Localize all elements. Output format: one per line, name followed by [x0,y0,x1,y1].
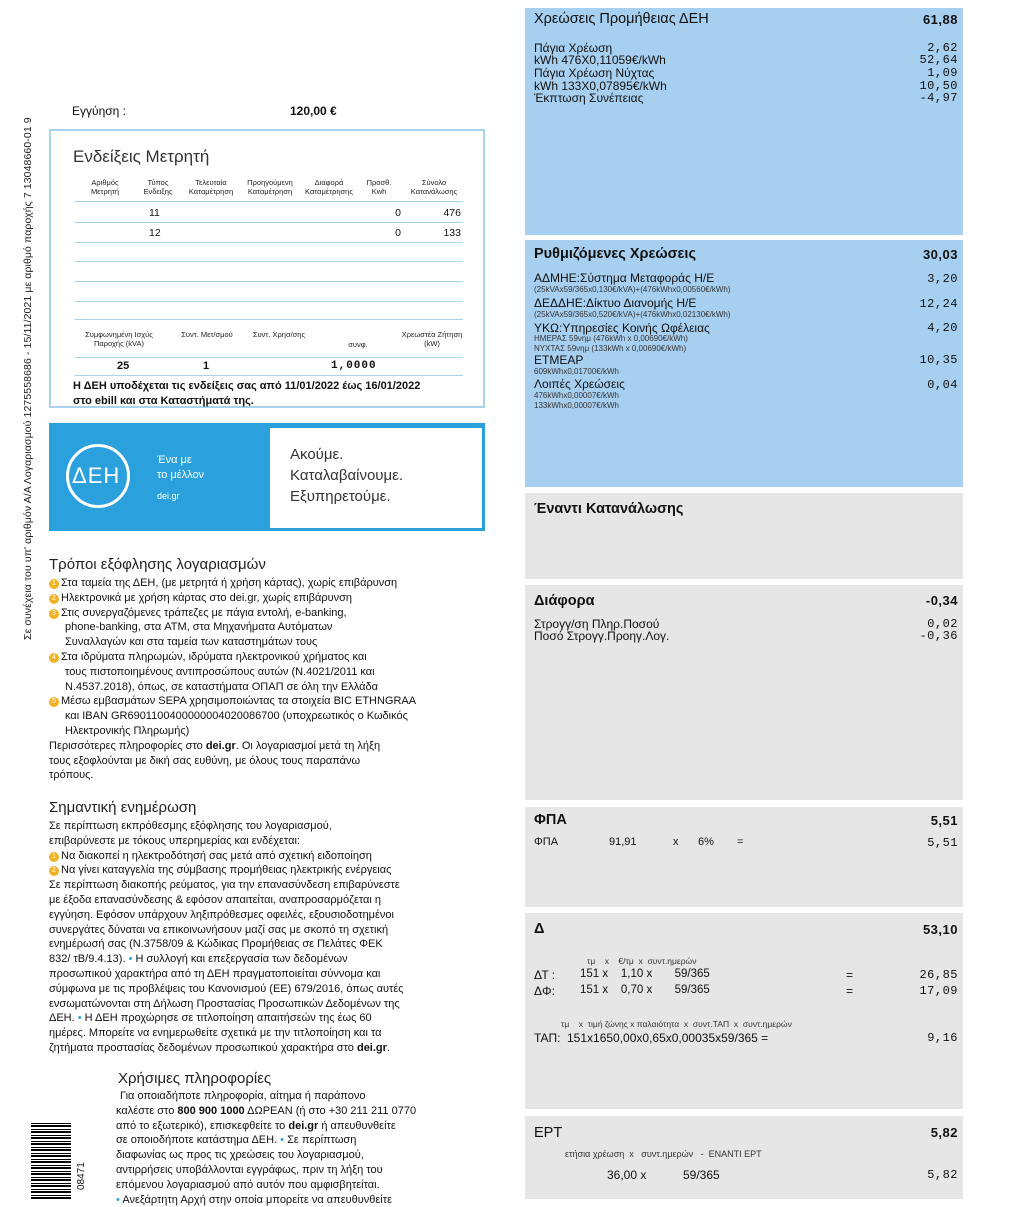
against-title: Έναντι Κατανάλωσης [534,501,684,517]
barcode-icon [31,1122,71,1199]
meter-header-demand: Χρεωστέα Ζήτηση (kW) [401,330,463,348]
etmear-value: 10,35 [919,353,958,367]
vat-title: ΦΠΑ [534,812,567,828]
df-value: 17,09 [919,984,958,998]
municipal-total: 53,10 [922,922,958,937]
supply-title: Χρεώσεις Προμήθειας ΔΕΗ [534,11,709,27]
vat-rate: 6% [698,836,714,848]
other-formula: 476kWhx0,00007€/kWh [534,391,619,400]
tap-value: 9,16 [927,1031,958,1045]
number-1-icon: 1 [49,579,59,589]
dei-banner [49,423,485,531]
supply-item-label: kWh 476Χ0,11059€/kWh [534,53,666,67]
meter-line [75,357,463,358]
payment-title: Τρόποι εξόφλησης λογαριασμών [49,556,266,573]
payment-methods: 1 Στα ταμεία της ΔΕΗ, (με μετρητά ή χρήση κάρτας), χωρίς επιβάρυνση 2 Ηλεκτρονικά με χρήση κάρτας στο dei.gr, χωρίς επιβάρυνση 3 Στις συνεργαζόμενες τράπεζες με πάγια εντολή, e-banking, phone-banking, στα ATM, στα Μηχανήματα Αυτόματων Συναλλαγών και στα ταμεία των καταστημάτων τους 4 Στα ιδρύματα πληρωμών, ιδρύματα ηλεκτρονικού χρήματος και τους πιστοποιημένους αντιπροσώπους αυτών (Ν.4021/2011 και Ν.4537.2018), όπως, σε καταστήματα ΟΠΑΠ σε όλη την Ελλάδα 5 Μέσω εμβασμάτων SEPA χρησιμοποιώντας τα στοιχεία BIC ETHNGRAA και IBAN GR6901100400000004020086700 (υποχρεωτικός ο Κωδικός Ηλεκτρονικής Πληρωμής) Περισσότερες πληροφορίες στο dei.gr. Οι λογαριασμοί μετά τη λήξη τους εξοφλούνται με δική σας ευθύνη, με όλους τους παραπάνω τρόπους. [49,577,417,782]
number-2-icon: 2 [49,594,59,604]
ert-calc-days: 59/365 [683,1168,720,1182]
deddie-value: 12,24 [919,297,958,311]
tap-label: ΤΑΠ: [534,1031,561,1045]
meter-reading-note: Η ΔΕΗ υποδέχεται τις ενδείξεις σας από 11/01/2022 έως 16/01/2022 στο ebill και στα Καταστήματά της. [73,380,421,407]
dei-logo-text: ΔΕΗ [72,463,121,488]
dt-label: ΔΤ : [534,968,556,982]
vat-value: 5,51 [927,836,958,850]
dt-value: 26,85 [919,968,958,982]
other-charges-value: 0,04 [927,378,958,392]
bullet-dot: • [125,953,133,966]
etmear-formula: 609kWhx0,01700€/kWh [534,367,619,376]
supply-item-value: 1,09 [927,66,958,80]
tap-header: τμ x τιμή ζώνης x παλαιότητα x συντ.ΤΑΠ x συντ.ημερών [561,1019,792,1029]
meter-header-added: Προσθ. Kwh [366,178,392,196]
etmear-label: ΕΤΜΕΑΡ [534,353,584,367]
guarantee-label: Εγγύηση : [72,104,126,118]
ert-title: ΕΡΤ [534,1125,563,1141]
guarantee-row [72,104,352,118]
meter-row-1-type: 11 [149,207,160,219]
number-1-icon: 1 [49,852,59,862]
various-title: Διάφορα [534,593,595,609]
supply-total: 61,88 [922,12,958,27]
municipal-header: τμ x €/τμ x συντ.ημερών [587,956,697,966]
supply-item-label: kWh 133Χ0,07895€/kWh [534,79,667,93]
meter-line [75,301,463,302]
vat-box [525,807,963,907]
against-consumption-box [525,493,963,579]
admie-value: 3,20 [927,272,958,286]
meter-line [75,375,463,376]
admie-formula: (25kVAx59/365x0,130€/kVA)+(476kWhx0,00560€/kWh) [534,285,731,294]
meter-row-2-type: 12 [149,227,161,239]
meter-title: Ενδείξεις Μετρητή [73,147,210,166]
cosphi-value: 1,0000 [331,360,377,372]
meter-row-2-total: 133 [443,227,461,239]
various-item-label: Στρογγ/ση Πληρ.Ποσού [534,617,660,631]
supply-item-value: 10,50 [919,79,958,93]
yko-day-formula: ΗΜΕΡΑΣ 59νημ (476kWh x 0,00690€/kWh) [534,334,688,343]
meter-header-difference: Διαφορά Καταμέτρησης [305,178,353,196]
meter-header-use-factor: Συντ. Χρησ/σης [252,330,306,339]
regulated-charges-box [525,240,963,487]
dt-calc: 151 x 1,10 x 59/365 [580,968,710,980]
guarantee-value: 120,00 € [290,104,337,118]
phone-number[interactable]: 800 900 1000 [177,1104,245,1117]
admie-label: ΑΔΜΗΕ:Σύστημα Μεταφοράς Η/Ε [534,271,715,285]
dt-equals: = [846,968,854,982]
municipal-title: Δ [534,921,545,937]
meter-line [75,201,463,202]
meter-factor-value: 1 [203,360,210,372]
df-label: ΔΦ: [534,984,555,998]
meter-header-previous: Προηγούμενη Καταμέτρηση [247,178,293,196]
supply-item-label: Πάγια Χρέωση [534,41,613,55]
bullet-dot: • [277,1134,285,1147]
meter-line [75,281,463,282]
ert-value: 5,82 [927,1168,958,1182]
other-charges-label: Λοιπές Χρεώσεις [534,377,625,391]
meter-row-2-added: 0 [395,227,401,239]
vat-equals: = [737,836,744,848]
meter-line [75,222,463,223]
number-3-icon: 3 [49,609,59,619]
number-5-icon: 5 [49,697,59,707]
meter-header-last: Τελευταία Καταμέτρηση [188,178,234,196]
important-text: Σε περίπτωση εκπρόθεσμης εξόφλησης του λογαριασμού, επιβαρύνεστε με τόκους υπερημερίας και ενδέχεται: 1 Να διακοπεί η ηλεκτροδότησή σας μετά από σχετική ειδοποίηση 2 Να γίνει καταγγελία της σύμβασης προμήθειας ηλεκτρικής ενέργειας Σε περίπτωση διακοπής ρεύματος, για την επανασύνδεση επιβαρύνεστε με έξοδα επανασύνδεσης & εφόσον απαιτείται, αναπροσαρμόζεται η εγγύηση. Εφόσον υπάρχουν ληξιπρόθεσμες οφειλές, εξουσιοδοτημένοι συνεργάτες δύναται να επικοινωνήσουν μαζί σας με σκοπό τη σχετική ενημέρωσή σας (Ν.3758/09 & Κώδικας Προμήθειας σε Πελάτες ΦΕΚ 832/ τΒ/9.4.13). • Η συλλογή και επεξεργασία των δεδομένων προσωπικού χαρακτήρα από τη ΔΕΗ πραγματοποιείται σύννομα και σύμφωνα με τις προβλέψεις του Κανονισμού (ΕΕ) 679/2016, όπως αυτές ενσωματώνονται στη Δήλωση Προστασίας Προσωπικών Δεδομένων της ΔΕΗ. • Η ΔΕΗ προχώρησε σε τιτλοποίηση απαιτήσεών της έως 60 ημέρες. Μπορείτε να ενημερωθείτε σχετικά με την τιτλοποίηση και τα ζητήματα προστασίας δεδομένων προσωπικού χαρακτήρα στο dei.gr. [49,820,404,1054]
meter-header-cosphi: συνφ. [348,340,368,349]
meter-row-1-total: 476 [443,207,461,219]
various-item-value: 0,02 [927,617,958,631]
number-2-icon: 2 [49,866,59,876]
useful-text: Για οποιαδήποτε πληροφορία, αίτημα ή παράπονο καλέστε στο 800 900 1000 ΔΩΡΕΑΝ (ή στο +30 211 211 0770 από το εξωτερικό), επισκεφθείτε το dei.gr ή απευθυνθείτε σε οποιοδήποτε κατάστημα ΔΕΗ. • Σε περίπτωση διαφωνίας ως προς τις χρεώσεις του λογαριασμού, αντιρρήσεις υποβάλλονται εγγράφως, πριν τη λήξη του επόμενου λογαριασμού από αυτόν που αμφισβητείται. • Ανεξάρτητη Αρχή στην οποία μπορείτε να απευθυνθείτε [116,1090,417,1206]
supply-item-label: Πάγια Χρέωση Νύχτας [534,66,655,80]
banner-tagline-panel [270,428,482,528]
important-title: Σημαντική ενημέρωση [49,799,197,816]
vat-total: 5,51 [930,813,958,828]
various-item-label: Ποσό Στρογγ.Προηγ.Λογ. [534,629,670,643]
supply-item-value: -4,97 [919,91,958,105]
supply-item-label: Έκπτωση Συνέπειας [534,91,644,105]
ert-box [525,1116,963,1199]
yko-night-formula: ΝΥΧΤΑΣ 59νημ (133kWh x 0,00690€/kWh) [534,344,687,353]
deddie-formula: (25kVAx59/365x0,520€/kVA)+(476kWhx0,02130€/kWh) [534,310,731,319]
dei-link[interactable]: dei.gr [356,1041,387,1054]
meter-line [75,242,463,243]
banner-tagline: Ακούμε. Καταλαβαίνουμε. Εξυπηρετούμε. [290,446,403,505]
regulated-title: Ρυθμιζόμενες Χρεώσεις [534,246,696,262]
ert-header: ετήσια χρέωση x συντ.ημερών - ΕΝΑΝΤΙ ΕΡΤ [565,1149,762,1159]
deddie-label: ΔΕΔΔΗΕ:Δίκτυο Διανομής Η/Ε [534,296,697,310]
tap-calc: 151x1650,00x0,65x0,00035x59/365 = [567,1031,769,1045]
vat-label: ΦΠΑ [534,836,559,848]
vat-base: 91,91 [609,836,637,848]
meter-header-number: Αριθμός Μετρητή [90,178,120,196]
meter-line [75,319,463,320]
useful-title: Χρήσιμες πληροφορίες [118,1070,272,1087]
municipal-box [525,913,963,1109]
ert-calc-annual: 36,00 x [607,1168,647,1182]
dei-link[interactable]: dei.gr [205,739,236,752]
various-item-value: -0,36 [919,629,958,643]
number-4-icon: 4 [49,653,59,663]
meter-header-meter-factor: Συντ. Μετ/σμού [181,330,233,339]
meter-readings-box [49,129,485,408]
supply-item-value: 2,62 [927,41,958,55]
regulated-total: 30,03 [922,247,958,262]
df-calc: 151 x 0,70 x 59/365 [580,984,710,996]
meter-header-type: Τύπος Ενδειξης [143,178,173,196]
meter-row-1-added: 0 [395,207,401,219]
meter-header-power: Συμφωνημένη Ισχύς Παροχής (kVA) [85,330,153,348]
agreed-power-value: 25 [117,360,130,372]
yko-value: 4,20 [927,321,958,335]
bullet-dot: • [116,1193,123,1206]
vat-multiply: x [673,836,679,848]
banner-site: dei.gr [157,491,180,501]
various-total: -0,34 [925,593,958,608]
supply-charges-box [525,8,963,235]
other-formula: 133kWhx0,00007€/kWh [534,401,619,410]
meter-header-total: Σύνολο Κατανάλωσης [410,178,458,196]
ert-total: 5,82 [930,1125,958,1140]
banner-motto: Ένα με το μέλλον [157,454,205,481]
df-equals: = [846,984,854,998]
dei-link[interactable]: dei.gr [288,1119,319,1132]
various-box [525,585,963,800]
bullet-dot: • [74,1012,82,1025]
meter-line [75,261,463,262]
yko-label: ΥΚΩ:Υπηρεσίες Κοινής Ωφέλειας [534,321,710,335]
supply-item-value: 52,64 [919,53,958,67]
